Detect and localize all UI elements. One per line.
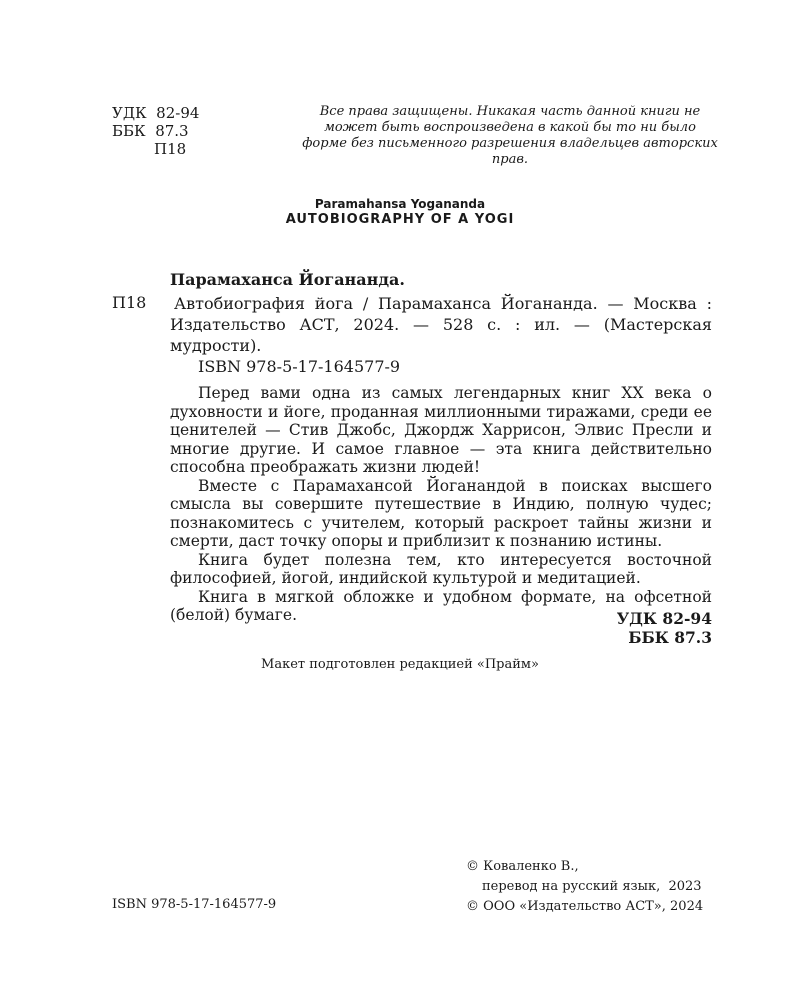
- udk-classification: УДК 82-94: [616, 609, 712, 628]
- bbk-code: ББК 87.3: [112, 122, 189, 140]
- copyright-block: [466, 857, 703, 917]
- annotation-paragraph: Книга будет полезна тем, кто интересуется восточной философией, йогой, индийской культурой и медитацией.: [170, 550, 712, 587]
- annotation-paragraph: Перед вами одна из самых легендарных книг XX века о духовности и йоге, проданная миллионными тиражами, среди ее ценителей — Стив Джобс, Джордж Харрисон, Элвис Пресли и многие другие. И самое главное — эта книга действительно способна преображать жизни людей!: [170, 384, 712, 476]
- original-author: Paramahansa Yogananda: [314, 197, 486, 211]
- bibliographic-description: Автобиография йога / Парамаханса Йогананда. — Москва : Издательство АСТ, 2024. — 528 с. : ил. — (Мастерская мудрости).: [170, 294, 712, 355]
- original-title: AUTOBIOGRAPHY OF A YOGI: [285, 212, 515, 227]
- rights-notice: Все права защищены. Никакая часть данной книги не может быть воспроизведена в какой бы то ни было форме без письменного разрешения владельцев авторских прав.: [302, 104, 718, 167]
- author-heading: Парамаханса Йогананда.: [170, 270, 405, 289]
- prepared-by-note: Макет подготовлен редакцией «Прайм»: [261, 657, 539, 672]
- udk-code: УДК 82-94: [112, 104, 200, 122]
- copyright-translation-note: перевод на русский язык, 2023: [482, 879, 702, 894]
- classification-codes: [112, 104, 199, 158]
- call-number: П18: [112, 293, 147, 312]
- bbk-classification: ББК 87.3: [628, 628, 712, 647]
- annotation-paragraph: Вместе с Парамахансой Йоганандой в поисках высшего смысла вы совершите путешествие в Индию, полную чудес; познакомитесь с учителем, который раскроет тайны жизни и смерти, даст точку опоры и приблизит к познанию истины.: [170, 476, 712, 550]
- copyright-translator: © Коваленко В.,: [466, 859, 579, 874]
- copyright-publisher: © ООО «Издательство АСТ», 2024: [466, 899, 704, 914]
- annotation: [170, 384, 712, 625]
- isbn-record: ISBN 978-5-17-164577-9: [198, 357, 401, 376]
- isbn-bottom: ISBN 978-5-17-164577-9: [112, 897, 277, 912]
- annotation-paragraph: Книга в мягкой обложке и удобном формате, на офсетной (белой) бумаге.: [170, 587, 712, 624]
- author-mark: П18: [154, 140, 187, 158]
